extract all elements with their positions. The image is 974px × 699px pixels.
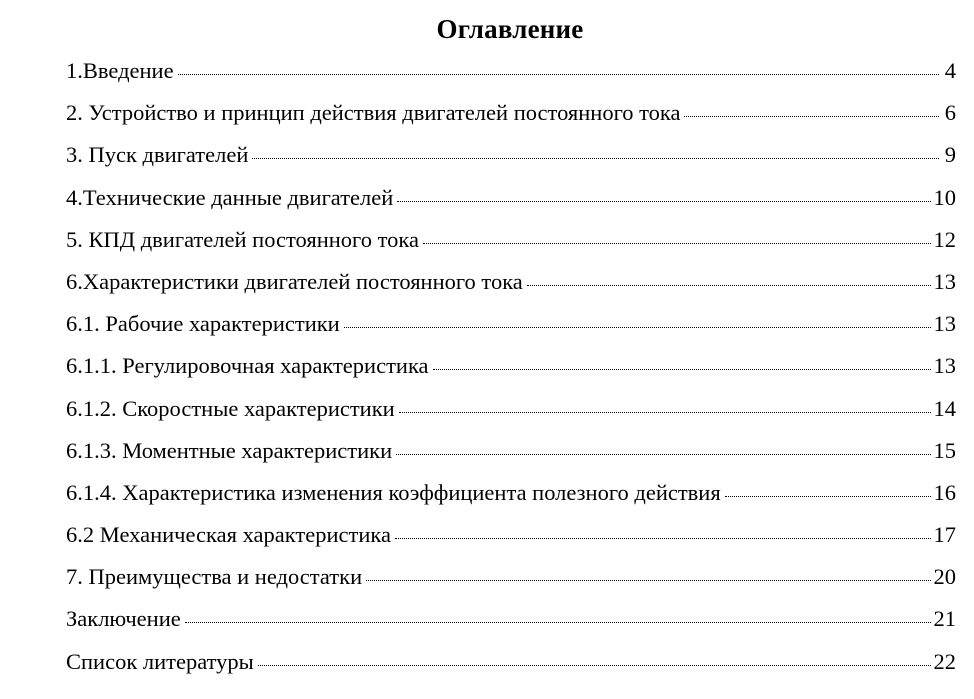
toc-entry-label: 6.1.1. Регулировочная характеристика: [66, 353, 429, 379]
toc-entry-page-number: 10: [933, 184, 956, 210]
toc-dot-leader: [366, 580, 930, 581]
toc-entry-7[interactable]: [66, 303, 956, 345]
toc-entry-15[interactable]: [66, 641, 956, 683]
toc-dot-leader: [178, 74, 939, 75]
toc-entry-label: 5. КПД двигателей постоянного тока: [66, 226, 419, 252]
toc-entry-label: 1.Введение: [66, 58, 174, 83]
toc-entry-page-number: 9: [944, 142, 956, 168]
toc-entry-page-number: 4: [944, 58, 956, 83]
toc-entry-label: 7. Преимущества и недостатки: [66, 564, 363, 590]
toc-entry-label: Список литературы: [66, 648, 254, 674]
toc-entry-14[interactable]: [66, 598, 956, 640]
toc-entry-page-number: 21: [933, 606, 956, 632]
toc-entry-page-number: 17: [933, 522, 956, 548]
toc-dot-leader: [258, 665, 931, 666]
toc-dot-leader: [399, 412, 931, 413]
toc-dot-leader: [395, 538, 931, 539]
toc-entry-page-number: 20: [933, 564, 956, 590]
toc-entry-label: 6.Характеристики двигателей постоянного тока: [66, 268, 523, 294]
toc-entry-label: 3. Пуск двигателей: [66, 142, 249, 168]
toc-dot-leader: [185, 622, 931, 623]
toc-entry-label: 6.1.2. Скоростные характеристики: [66, 395, 395, 421]
toc-entry-3[interactable]: [66, 134, 956, 176]
toc-entry-page-number: 13: [933, 268, 956, 294]
toc-entry-page-number: 14: [933, 395, 956, 421]
toc-entry-page-number: 13: [933, 353, 956, 379]
toc-entry-page-number: 15: [933, 437, 956, 463]
toc-entry-page-number: 12: [933, 226, 956, 252]
toc-dot-leader: [433, 369, 931, 370]
toc-entry-4[interactable]: [66, 177, 956, 219]
toc-dot-leader: [397, 201, 930, 202]
toc-entry-label: Заключение: [66, 606, 181, 632]
toc-dot-leader: [527, 285, 931, 286]
toc-dot-leader: [725, 496, 931, 497]
toc-dot-leader: [423, 243, 931, 244]
toc-dot-leader: [252, 158, 939, 159]
toc-dot-leader: [396, 454, 930, 455]
toc-entry-2[interactable]: [66, 92, 956, 134]
toc-entry-label: 6.2 Механическая характеристика: [66, 522, 391, 548]
toc-entry-page-number: 16: [933, 479, 956, 505]
toc-entry-13[interactable]: [66, 556, 956, 598]
toc-dot-leader: [344, 327, 931, 328]
toc-entry-10[interactable]: [66, 430, 956, 472]
toc-title: Оглавление: [436, 14, 584, 44]
toc-entry-page-number: 13: [933, 311, 956, 337]
toc-entry-page-number: 6: [944, 100, 956, 126]
toc-entry-label: 2. Устройство и принцип действия двигателей постоянного тока: [66, 100, 681, 126]
toc-entry-5[interactable]: [66, 219, 956, 261]
toc-entry-6[interactable]: [66, 261, 956, 303]
toc-entry-8[interactable]: [66, 345, 956, 387]
toc-entry-12[interactable]: [66, 514, 956, 556]
toc-dot-leader: [684, 116, 939, 117]
toc-entry-9[interactable]: [66, 388, 956, 430]
toc-list: [66, 50, 956, 683]
toc-entry-label: 6.1.4. Характеристика изменения коэффициента полезного действия: [66, 479, 721, 505]
toc-entry-page-number: 22: [933, 648, 956, 674]
toc-entry-label: 6.1. Рабочие характеристики: [66, 311, 340, 337]
toc-entry-11[interactable]: [66, 472, 956, 514]
toc-entry-label: 4.Технические данные двигателей: [66, 184, 394, 210]
toc-entry-label: 6.1.3. Моментные характеристики: [66, 437, 393, 463]
toc-entry-1[interactable]: [66, 50, 956, 92]
